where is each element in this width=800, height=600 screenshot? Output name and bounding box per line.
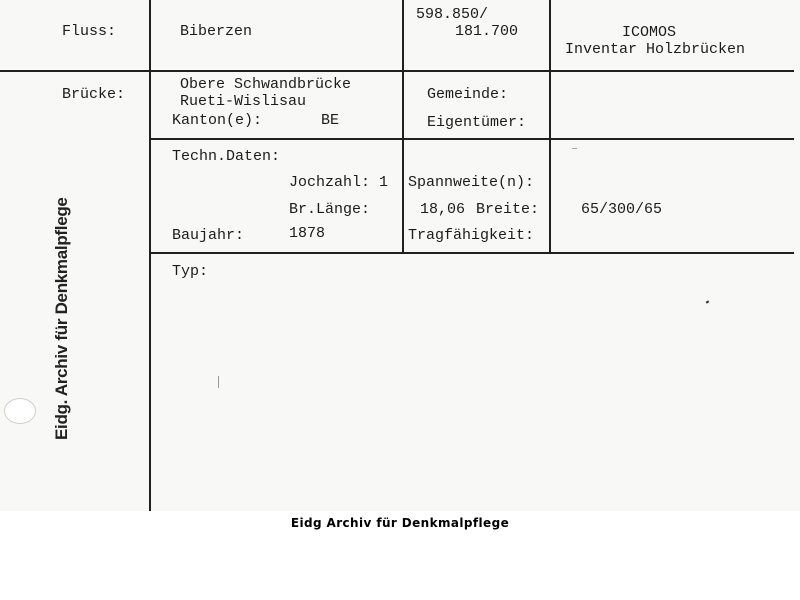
- divider-row3: [150, 252, 794, 254]
- bruecke-label: Brücke:: [62, 86, 126, 103]
- eigentuemer-label: Eigentümer:: [427, 114, 527, 131]
- gemeinde-label: Gemeinde:: [427, 86, 509, 103]
- fluss-value: Biberzen: [180, 23, 253, 40]
- divider-col2: [402, 0, 404, 252]
- jochzahl-value: 1: [379, 174, 389, 191]
- spannweite-value: 18,06: [420, 201, 466, 218]
- divider-row2: [150, 138, 794, 140]
- breite-value: 65/300/65: [581, 201, 663, 218]
- breite-label: Breite:: [476, 201, 540, 218]
- speck-mark: [706, 300, 710, 303]
- speck-mark: [572, 148, 577, 149]
- kanton-label: Kanton(e):: [172, 112, 263, 129]
- speck-mark: [218, 376, 219, 388]
- org-subtitle: Inventar Holzbrücken: [565, 41, 746, 58]
- org-title: ICOMOS: [622, 24, 677, 41]
- fluss-label: Fluss:: [62, 23, 117, 40]
- kanton-value: BE: [321, 112, 340, 129]
- typ-label: Typ:: [172, 263, 209, 280]
- spannweite-label: Spannweite(n):: [408, 174, 535, 191]
- jochzahl-label: Jochzahl:: [289, 174, 371, 191]
- tragfaehigkeit-label: Tragfähigkeit:: [408, 227, 535, 244]
- baujahr-value: 1878: [289, 225, 326, 242]
- coordinates-line2: 181.700: [455, 23, 519, 40]
- divider-col3: [549, 0, 551, 252]
- image-caption: Eidg Archiv für Denkmalpflege: [290, 516, 510, 530]
- bruecke-location: Rueti-Wislisau: [180, 93, 307, 110]
- archive-stamp: Eidg. Archiv für Denkmalpflege: [52, 197, 71, 440]
- coordinates-line1: 598.850/: [416, 6, 489, 23]
- laenge-label: Br.Länge:: [289, 201, 371, 218]
- divider-col1: [149, 0, 151, 511]
- baujahr-label: Baujahr:: [172, 227, 245, 244]
- punch-hole: [4, 398, 36, 424]
- divider-row1: [0, 70, 794, 72]
- techn-daten-label: Techn.Daten:: [172, 148, 281, 165]
- bruecke-name: Obere Schwandbrücke: [180, 76, 352, 93]
